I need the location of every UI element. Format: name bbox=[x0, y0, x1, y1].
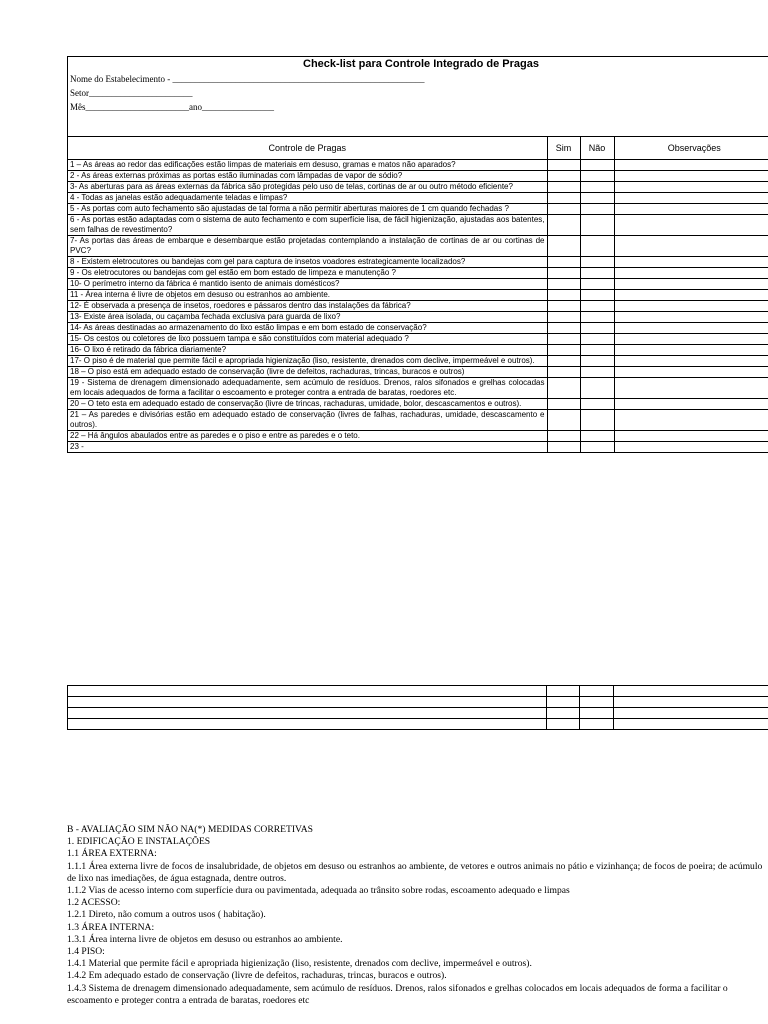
table-row bbox=[68, 279, 768, 290]
observacoes-cell[interactable] bbox=[614, 204, 768, 215]
observacoes-cell[interactable] bbox=[614, 290, 768, 301]
sim-cell[interactable] bbox=[547, 378, 580, 399]
section-b-line: 1.3.1 Área interna livre de objetos em desuso ou estranhos ao ambiente. bbox=[67, 933, 343, 945]
nao-cell[interactable] bbox=[580, 160, 614, 171]
table-row bbox=[68, 399, 768, 410]
question-cell: 9 - Os eletrocutores ou bandejas com gel estão em bom estado de limpeza e manutenção ? bbox=[68, 268, 547, 279]
checklist-sheet bbox=[67, 56, 768, 453]
observacoes-cell[interactable] bbox=[614, 323, 768, 334]
question-cell: 19 - Sistema de drenagem dimensionado adequadamente, sem acúmulo de resíduos. Drenos, ralos sifonados e grelhas colocadas em locais adequados de forma a facilitar o escoamento e proteger contra a entrada de baratas, roedores etc. bbox=[68, 378, 547, 399]
sim-cell[interactable] bbox=[547, 279, 580, 290]
checklist-rows bbox=[68, 160, 768, 453]
observacoes-cell[interactable] bbox=[614, 334, 768, 345]
nao-cell[interactable] bbox=[580, 312, 614, 323]
nao-cell[interactable] bbox=[580, 215, 614, 236]
sim-cell[interactable] bbox=[547, 171, 580, 182]
question-cell: 5 - As portas com auto fechamento são ajustadas de tal forma a não permitir aberturas maiores de 1 cm quando fechadas ? bbox=[68, 204, 547, 215]
nao-cell[interactable] bbox=[580, 301, 614, 312]
nao-cell[interactable] bbox=[580, 334, 614, 345]
table-row bbox=[68, 410, 768, 431]
observacoes-cell[interactable] bbox=[614, 182, 768, 193]
nao-cell[interactable] bbox=[580, 182, 614, 193]
nao-cell[interactable] bbox=[580, 290, 614, 301]
question-cell: 13- Existe área isolada, ou caçamba fechada exclusiva para guarda de lixo? bbox=[68, 312, 547, 323]
nao-cell[interactable] bbox=[580, 279, 614, 290]
observacoes-cell[interactable] bbox=[614, 345, 768, 356]
table-row bbox=[68, 193, 768, 204]
sim-cell[interactable] bbox=[547, 323, 580, 334]
observacoes-cell[interactable] bbox=[614, 268, 768, 279]
sim-cell[interactable] bbox=[547, 236, 580, 257]
sim-cell[interactable] bbox=[547, 204, 580, 215]
observacoes-cell[interactable] bbox=[614, 312, 768, 323]
question-cell: 3- As aberturas para as áreas externas da fábrica são protegidas pelo uso de telas, cortinas de ar ou outro método eficiente? bbox=[68, 182, 547, 193]
observacoes-cell[interactable] bbox=[614, 367, 768, 378]
sim-cell[interactable] bbox=[547, 160, 580, 171]
table-row bbox=[68, 367, 768, 378]
blank-cell[interactable] bbox=[68, 697, 547, 708]
observacoes-cell[interactable] bbox=[614, 442, 768, 453]
checklist-table bbox=[68, 137, 768, 452]
blank-cell[interactable] bbox=[547, 686, 580, 697]
nao-cell[interactable] bbox=[580, 171, 614, 182]
question-cell: 22 – Há ângulos abaulados entre as paredes e o piso e entre as paredes e o teto. bbox=[68, 431, 547, 442]
table-row bbox=[68, 378, 768, 399]
section-b-line: 1.1.2 Vias de acesso interno com superfície dura ou pavimentada, adequada ao trânsito sobre rodas, escoamento adequado e limpas bbox=[67, 885, 570, 897]
table-row bbox=[68, 301, 768, 312]
section-b-line: 1.4.3 Sistema de drenagem dimensionado adequadamente, sem acúmulo de resíduos. Drenos, ralos sifonados e grelhas colocados em locais adequados de forma a facilitar o escoamento e proteger contra a entrada de baratas, roedores etc bbox=[67, 982, 728, 1006]
observacoes-cell[interactable] bbox=[614, 171, 768, 182]
section-b-line: 1. EDIFICAÇÃO E INSTALAÇÕES bbox=[67, 836, 211, 848]
sim-cell[interactable] bbox=[547, 215, 580, 236]
section-b-line: 1.1 ÁREA EXTERNA: bbox=[67, 848, 157, 860]
question-cell: 8 - Existem eletrocutores ou bandejas com gel para captura de insetos voadores estrategicamente localizados? bbox=[68, 257, 547, 268]
observacoes-cell[interactable] bbox=[614, 257, 768, 268]
nao-cell[interactable] bbox=[580, 193, 614, 204]
table-row bbox=[68, 323, 768, 334]
blank-row bbox=[68, 686, 768, 697]
sim-cell[interactable] bbox=[547, 257, 580, 268]
blank-cell[interactable] bbox=[614, 697, 768, 708]
nao-cell[interactable] bbox=[580, 345, 614, 356]
blank-row bbox=[68, 708, 768, 719]
blank-cell[interactable] bbox=[68, 708, 547, 719]
section-b-line: 1.3 ÁREA INTERNA: bbox=[67, 921, 155, 933]
nao-cell[interactable] bbox=[580, 356, 614, 367]
observacoes-cell[interactable] bbox=[614, 215, 768, 236]
question-cell: 14- As áreas destinadas ao armazenamento do lixo estão limpas e em bom estado de conservação? bbox=[68, 323, 547, 334]
observacoes-cell[interactable] bbox=[614, 160, 768, 171]
sim-cell[interactable] bbox=[547, 268, 580, 279]
question-cell: 23 - bbox=[68, 442, 547, 453]
table-row bbox=[68, 268, 768, 279]
question-cell: 20 – O teto esta em adequado estado de conservação (livre de trincas, rachaduras, umidade, bolor, descascamentos e outros). bbox=[68, 399, 547, 410]
table-row bbox=[68, 182, 768, 193]
table-row bbox=[68, 160, 768, 171]
checklist-title: Check-list para Controle Integrado de Pragas bbox=[303, 58, 539, 70]
observacoes-cell[interactable] bbox=[614, 410, 768, 431]
col-header-sim: Sim bbox=[547, 137, 580, 160]
table-row bbox=[68, 257, 768, 268]
nao-cell[interactable] bbox=[580, 257, 614, 268]
blank-cell[interactable] bbox=[614, 686, 768, 697]
question-cell: 21 – As paredes e divisórias estão em adequado estado de conservação (livres de falhas, rachaduras, umidade, descascamento e outros). bbox=[68, 410, 547, 431]
section-b-line: 1.4 PISO: bbox=[67, 946, 105, 958]
question-cell: 17- O piso é de material que permite fácil e apropriada higienização (liso, resistente, drenados com declive, impermeável e outros). bbox=[68, 356, 547, 367]
nao-cell[interactable] bbox=[580, 268, 614, 279]
blank-row bbox=[68, 697, 768, 708]
nao-cell[interactable] bbox=[580, 204, 614, 215]
table-row bbox=[68, 290, 768, 301]
question-cell: 11 - Área interna é livre de objetos em desuso ou estranhos ao ambiente. bbox=[68, 290, 547, 301]
section-b-text bbox=[67, 824, 767, 1007]
sim-cell[interactable] bbox=[547, 367, 580, 378]
blank-cell[interactable] bbox=[547, 697, 580, 708]
question-cell: 15- Os cestos ou coletores de lixo possuem tampa e são constituídos com material adequado ? bbox=[68, 334, 547, 345]
table-row bbox=[68, 312, 768, 323]
section-b-line: 1.2 ACESSO: bbox=[67, 897, 121, 909]
observacoes-cell[interactable] bbox=[614, 378, 768, 399]
nao-cell[interactable] bbox=[580, 323, 614, 334]
sim-cell[interactable] bbox=[547, 345, 580, 356]
table-row bbox=[68, 442, 768, 453]
col-header-observacoes: Observações bbox=[614, 137, 768, 160]
table-row bbox=[68, 215, 768, 236]
blank-cell[interactable] bbox=[580, 697, 614, 708]
observacoes-cell[interactable] bbox=[614, 431, 768, 442]
nao-cell[interactable] bbox=[580, 378, 614, 399]
table-row bbox=[68, 204, 768, 215]
sim-cell[interactable] bbox=[547, 334, 580, 345]
observacoes-cell[interactable] bbox=[614, 301, 768, 312]
question-cell: 7- As portas das áreas de embarque e desembarque estão projetadas contemplando a instalação de cortinas de ar ou cortinas de PVC? bbox=[68, 236, 547, 257]
table-row bbox=[68, 171, 768, 182]
sector-field[interactable]: Setor_______________________ bbox=[70, 88, 193, 98]
col-header-nao: Não bbox=[580, 137, 614, 160]
blank-cell[interactable] bbox=[580, 686, 614, 697]
table-row bbox=[68, 236, 768, 257]
blank-cell[interactable] bbox=[614, 708, 768, 719]
blank-cell[interactable] bbox=[547, 719, 580, 730]
sim-cell[interactable] bbox=[547, 290, 580, 301]
section-b-line: 1.1.1 Área externa livre de focos de insalubridade, de objetos em desuso ou estranhos ao ambiente, de vetores e outros animais no pátio e vizinhança; de focos de poeira; de acúmulo de lixo nas imediações, de água estagnada, dentre outros. bbox=[67, 860, 763, 884]
question-cell: 12- É observada a presença de insetos, roedores e pássaros dentro das instalações da fábrica? bbox=[68, 301, 547, 312]
observacoes-cell[interactable] bbox=[614, 356, 768, 367]
nao-cell[interactable] bbox=[580, 431, 614, 442]
nao-cell[interactable] bbox=[580, 399, 614, 410]
nao-cell[interactable] bbox=[580, 410, 614, 431]
question-cell: 10- O perímetro interno da fábrica é mantido isento de animais domésticos? bbox=[68, 279, 547, 290]
sim-cell[interactable] bbox=[547, 356, 580, 367]
sim-cell[interactable] bbox=[547, 312, 580, 323]
sim-cell[interactable] bbox=[547, 301, 580, 312]
table-row bbox=[68, 334, 768, 345]
blank-cell[interactable] bbox=[614, 719, 768, 730]
establishment-name-field[interactable]: Nome do Estabelecimento - ________________________________________________________ bbox=[70, 74, 425, 84]
table-row bbox=[68, 431, 768, 442]
sim-cell[interactable] bbox=[547, 410, 580, 431]
section-b-line: 1.4.1 Material que permite fácil e apropriada higienização (liso, resistente, drenados com declive, impermeável e outros). bbox=[67, 958, 532, 970]
observacoes-cell[interactable] bbox=[614, 193, 768, 204]
question-cell: 6 - As portas estão adaptadas com o sistema de auto fechamento e com superfície lisa, de fácil higienização, ajustadas aos batentes, sem falhas de revestimento? bbox=[68, 215, 547, 236]
table-header-row bbox=[68, 137, 768, 160]
section-b-line: B - AVALIAÇÃO SIM NÃO NA(*) MEDIDAS CORRETIVAS bbox=[67, 824, 313, 835]
header-spacer bbox=[68, 114, 768, 137]
section-b-line: 1.2.1 Direto, não comum a outros usos ( habitação). bbox=[67, 909, 266, 921]
question-cell: 18 – O piso está em adequado estado de conservação (livre de defeitos, rachaduras, trincas, buracos e outros) bbox=[68, 367, 547, 378]
nao-cell[interactable] bbox=[580, 367, 614, 378]
blank-cell[interactable] bbox=[580, 708, 614, 719]
question-cell: 2 - As áreas externas próximas as portas estão iluminadas com lâmpadas de vapor de sódio? bbox=[68, 171, 547, 182]
blank-cell[interactable] bbox=[580, 719, 614, 730]
table-row bbox=[68, 345, 768, 356]
sim-cell[interactable] bbox=[547, 399, 580, 410]
nao-cell[interactable] bbox=[580, 236, 614, 257]
sim-cell[interactable] bbox=[547, 442, 580, 453]
sim-cell[interactable] bbox=[547, 193, 580, 204]
month-year-field[interactable]: Mês_______________________ano________________ bbox=[70, 102, 274, 112]
blank-cell[interactable] bbox=[68, 719, 547, 730]
col-header-controle: Controle de Pragas bbox=[68, 137, 547, 160]
section-b-line: 1.4.2 Em adequado estado de conservação (livre de defeitos, rachaduras, trincas, buracos e outros). bbox=[67, 970, 447, 982]
sim-cell[interactable] bbox=[547, 431, 580, 442]
question-cell: 4 - Todas as janelas estão adequadamente teladas e limpas? bbox=[68, 193, 547, 204]
blank-row bbox=[68, 719, 768, 730]
question-cell: 16- O lixo é retirado da fábrica diariamente? bbox=[68, 345, 547, 356]
observacoes-cell[interactable] bbox=[614, 236, 768, 257]
observacoes-cell[interactable] bbox=[614, 399, 768, 410]
blank-table bbox=[67, 685, 768, 730]
nao-cell[interactable] bbox=[580, 442, 614, 453]
question-cell: 1 – As áreas ao redor das edificações estão limpas de materiais em desuso, gramas e matos não aparados? bbox=[68, 160, 547, 171]
sim-cell[interactable] bbox=[547, 182, 580, 193]
blank-cell[interactable] bbox=[68, 686, 547, 697]
observacoes-cell[interactable] bbox=[614, 279, 768, 290]
table-row bbox=[68, 356, 768, 367]
blank-cell[interactable] bbox=[547, 708, 580, 719]
